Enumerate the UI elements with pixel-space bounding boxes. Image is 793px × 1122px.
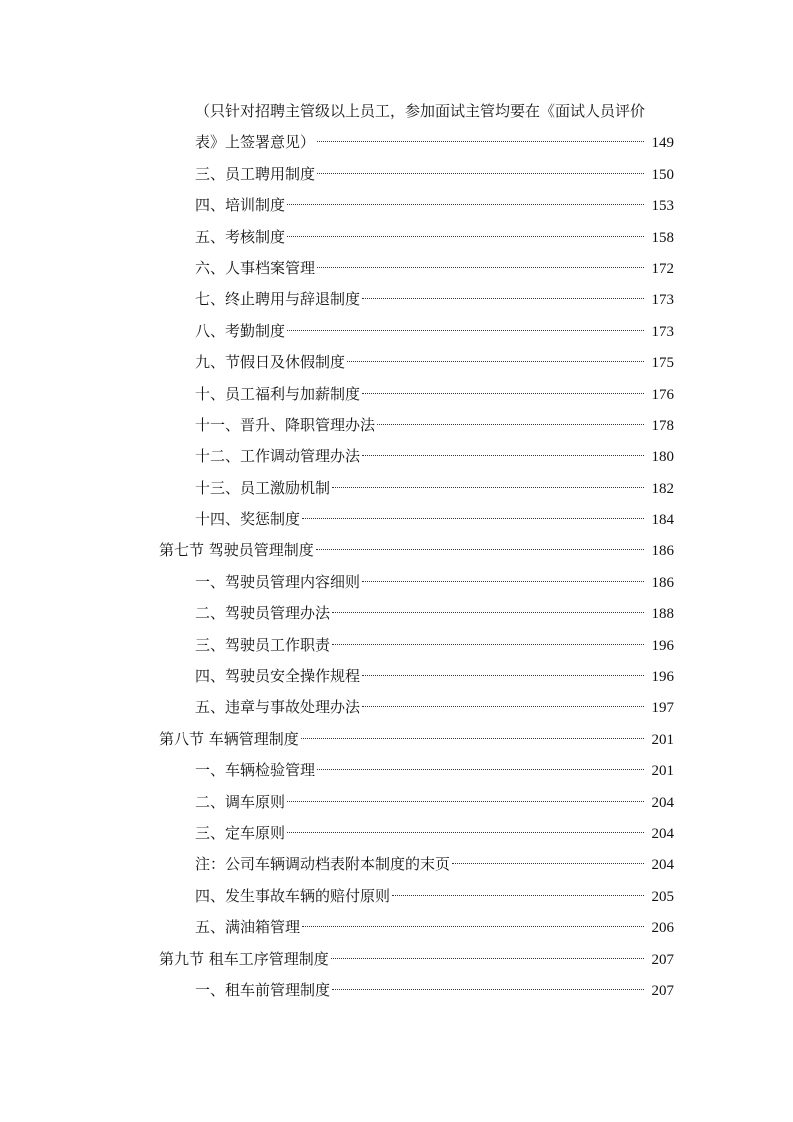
dot-leader [287,330,644,331]
toc-entry[interactable] [0,379,793,410]
toc-entry-title: 表》上签署意见） [195,133,316,152]
toc-entry-page-number: 204 [651,794,674,811]
dot-leader [317,141,644,142]
toc-entry[interactable] [0,567,793,598]
dot-leader [316,549,644,550]
toc-entry-page-number: 205 [651,888,674,905]
toc-entry-title: 注：公司车辆调动档表附本制度的末页 [195,855,451,874]
toc-entry[interactable] [0,253,793,284]
toc-entry-page-number: 180 [651,449,674,466]
toc-entry[interactable] [0,410,793,441]
dot-leader [287,236,644,237]
dot-leader [362,393,644,394]
toc-entries [0,127,793,1006]
toc-entry-page-number: 173 [651,323,674,340]
toc-entry-title: 五、满油箱管理 [195,918,301,937]
dot-leader [302,926,644,927]
toc-entry[interactable] [0,190,793,221]
toc-entry[interactable] [0,127,793,158]
toc-entry-title: 三、驾驶员工作职责 [195,635,331,654]
toc-entry-title: 一、车辆检验管理 [195,761,316,780]
dot-leader [332,487,644,488]
toc-entry-title: 五、违章与事故处理办法 [195,698,361,717]
toc-entry-title: 四、培训制度 [195,196,286,215]
toc-entry[interactable] [0,284,793,315]
toc-entry-page-number: 184 [651,512,674,529]
toc-entry[interactable] [0,787,793,818]
dot-leader [332,644,644,645]
toc-entry[interactable] [0,630,793,661]
toc-entry-page-number: 204 [651,857,674,874]
toc-entry[interactable] [0,159,793,190]
dot-leader [287,801,644,802]
toc-entry-title: 三、员工聘用制度 [195,164,316,183]
toc-entry[interactable] [0,755,793,786]
toc-entry-title: 四、驾驶员安全操作规程 [195,667,361,686]
toc-entry[interactable] [0,912,793,943]
toc-entry-title: 第八节 车辆管理制度 [159,729,299,748]
toc-entry[interactable] [0,441,793,472]
dot-leader [362,581,644,582]
toc-entry-page-number: 186 [651,543,674,560]
dot-leader [362,675,644,676]
dot-leader [317,173,644,174]
toc-entry-title: 二、驾驶员管理办法 [195,604,331,623]
dot-leader [377,424,644,425]
toc-intro-line: （只针对招聘主管级以上员工，参加面试主管均要在《面试人员评价 [195,102,646,120]
dot-leader [362,455,644,456]
table-of-contents [0,96,793,1006]
toc-entry-title: 六、人事档案管理 [195,258,316,277]
toc-entry-title: 一、租车前管理制度 [195,980,331,999]
toc-entry-page-number: 149 [651,135,674,152]
toc-entry-page-number: 207 [651,951,674,968]
toc-entry-title: 十三、员工激励机制 [195,478,331,497]
toc-entry-page-number: 173 [651,292,674,309]
toc-entry-page-number: 207 [651,982,674,999]
toc-entry-page-number: 186 [651,574,674,591]
toc-entry-page-number: 201 [651,763,674,780]
toc-entry[interactable] [0,661,793,692]
dot-leader [362,706,644,707]
toc-entry-page-number: 182 [651,480,674,497]
toc-entry-page-number: 197 [651,700,674,717]
toc-entry[interactable] [0,818,793,849]
toc-entry-title: 一、驾驶员管理内容细则 [195,572,361,591]
toc-entry[interactable] [0,473,793,504]
dot-leader [452,863,644,864]
toc-entry[interactable] [0,849,793,880]
toc-entry[interactable] [0,504,793,535]
dot-leader [362,298,644,299]
dot-leader [392,895,644,896]
dot-leader [302,518,644,519]
dot-leader [301,738,644,739]
dot-leader [332,989,644,990]
toc-entry-page-number: 158 [651,229,674,246]
toc-entry[interactable] [0,975,793,1006]
toc-entry[interactable] [0,316,793,347]
toc-entry-page-number: 204 [651,825,674,842]
toc-entry[interactable] [0,222,793,253]
toc-entry-page-number: 196 [651,637,674,654]
toc-entry-page-number: 196 [651,669,674,686]
dot-leader [287,832,644,833]
toc-entry-title: 十一、晋升、降职管理办法 [195,415,376,434]
dot-leader [332,612,644,613]
toc-section-entry[interactable] [0,724,793,755]
toc-entry-page-number: 175 [651,355,674,372]
toc-entry[interactable] [0,598,793,629]
toc-entry-page-number: 176 [651,386,674,403]
toc-entry-page-number: 206 [651,920,674,937]
toc-entry[interactable] [0,692,793,723]
toc-entry[interactable] [0,881,793,912]
toc-entry-title: 五、考核制度 [195,227,286,246]
dot-leader [287,204,644,205]
dot-leader [317,769,644,770]
toc-entry-title: 十四、奖惩制度 [195,510,301,529]
toc-section-entry[interactable] [0,944,793,975]
toc-entry-title: 八、考勤制度 [195,321,286,340]
toc-entry-title: 七、终止聘用与辞退制度 [195,290,361,309]
toc-entry-page-number: 201 [651,731,674,748]
toc-entry-title: 第九节 租车工序管理制度 [159,949,329,968]
toc-entry-title: 三、定车原则 [195,823,286,842]
toc-entry-title: 十、员工福利与加薪制度 [195,384,361,403]
toc-entry-title: 第七节 驾驶员管理制度 [159,541,314,560]
toc-entry-title: 四、发生事故车辆的赔付原则 [195,886,391,905]
dot-leader [331,958,644,959]
toc-section-entry[interactable] [0,535,793,566]
toc-entry-page-number: 188 [651,606,674,623]
toc-entry-page-number: 150 [651,166,674,183]
toc-entry-title: 二、调车原则 [195,792,286,811]
toc-entry-page-number: 178 [651,417,674,434]
toc-entry-title: 十二、工作调动管理办法 [195,447,361,466]
toc-entry[interactable] [0,347,793,378]
toc-entry-page-number: 153 [651,198,674,215]
toc-entry-page-number: 172 [651,260,674,277]
toc-entry-title: 九、节假日及休假制度 [195,353,346,372]
dot-leader [317,267,644,268]
dot-leader [347,361,644,362]
